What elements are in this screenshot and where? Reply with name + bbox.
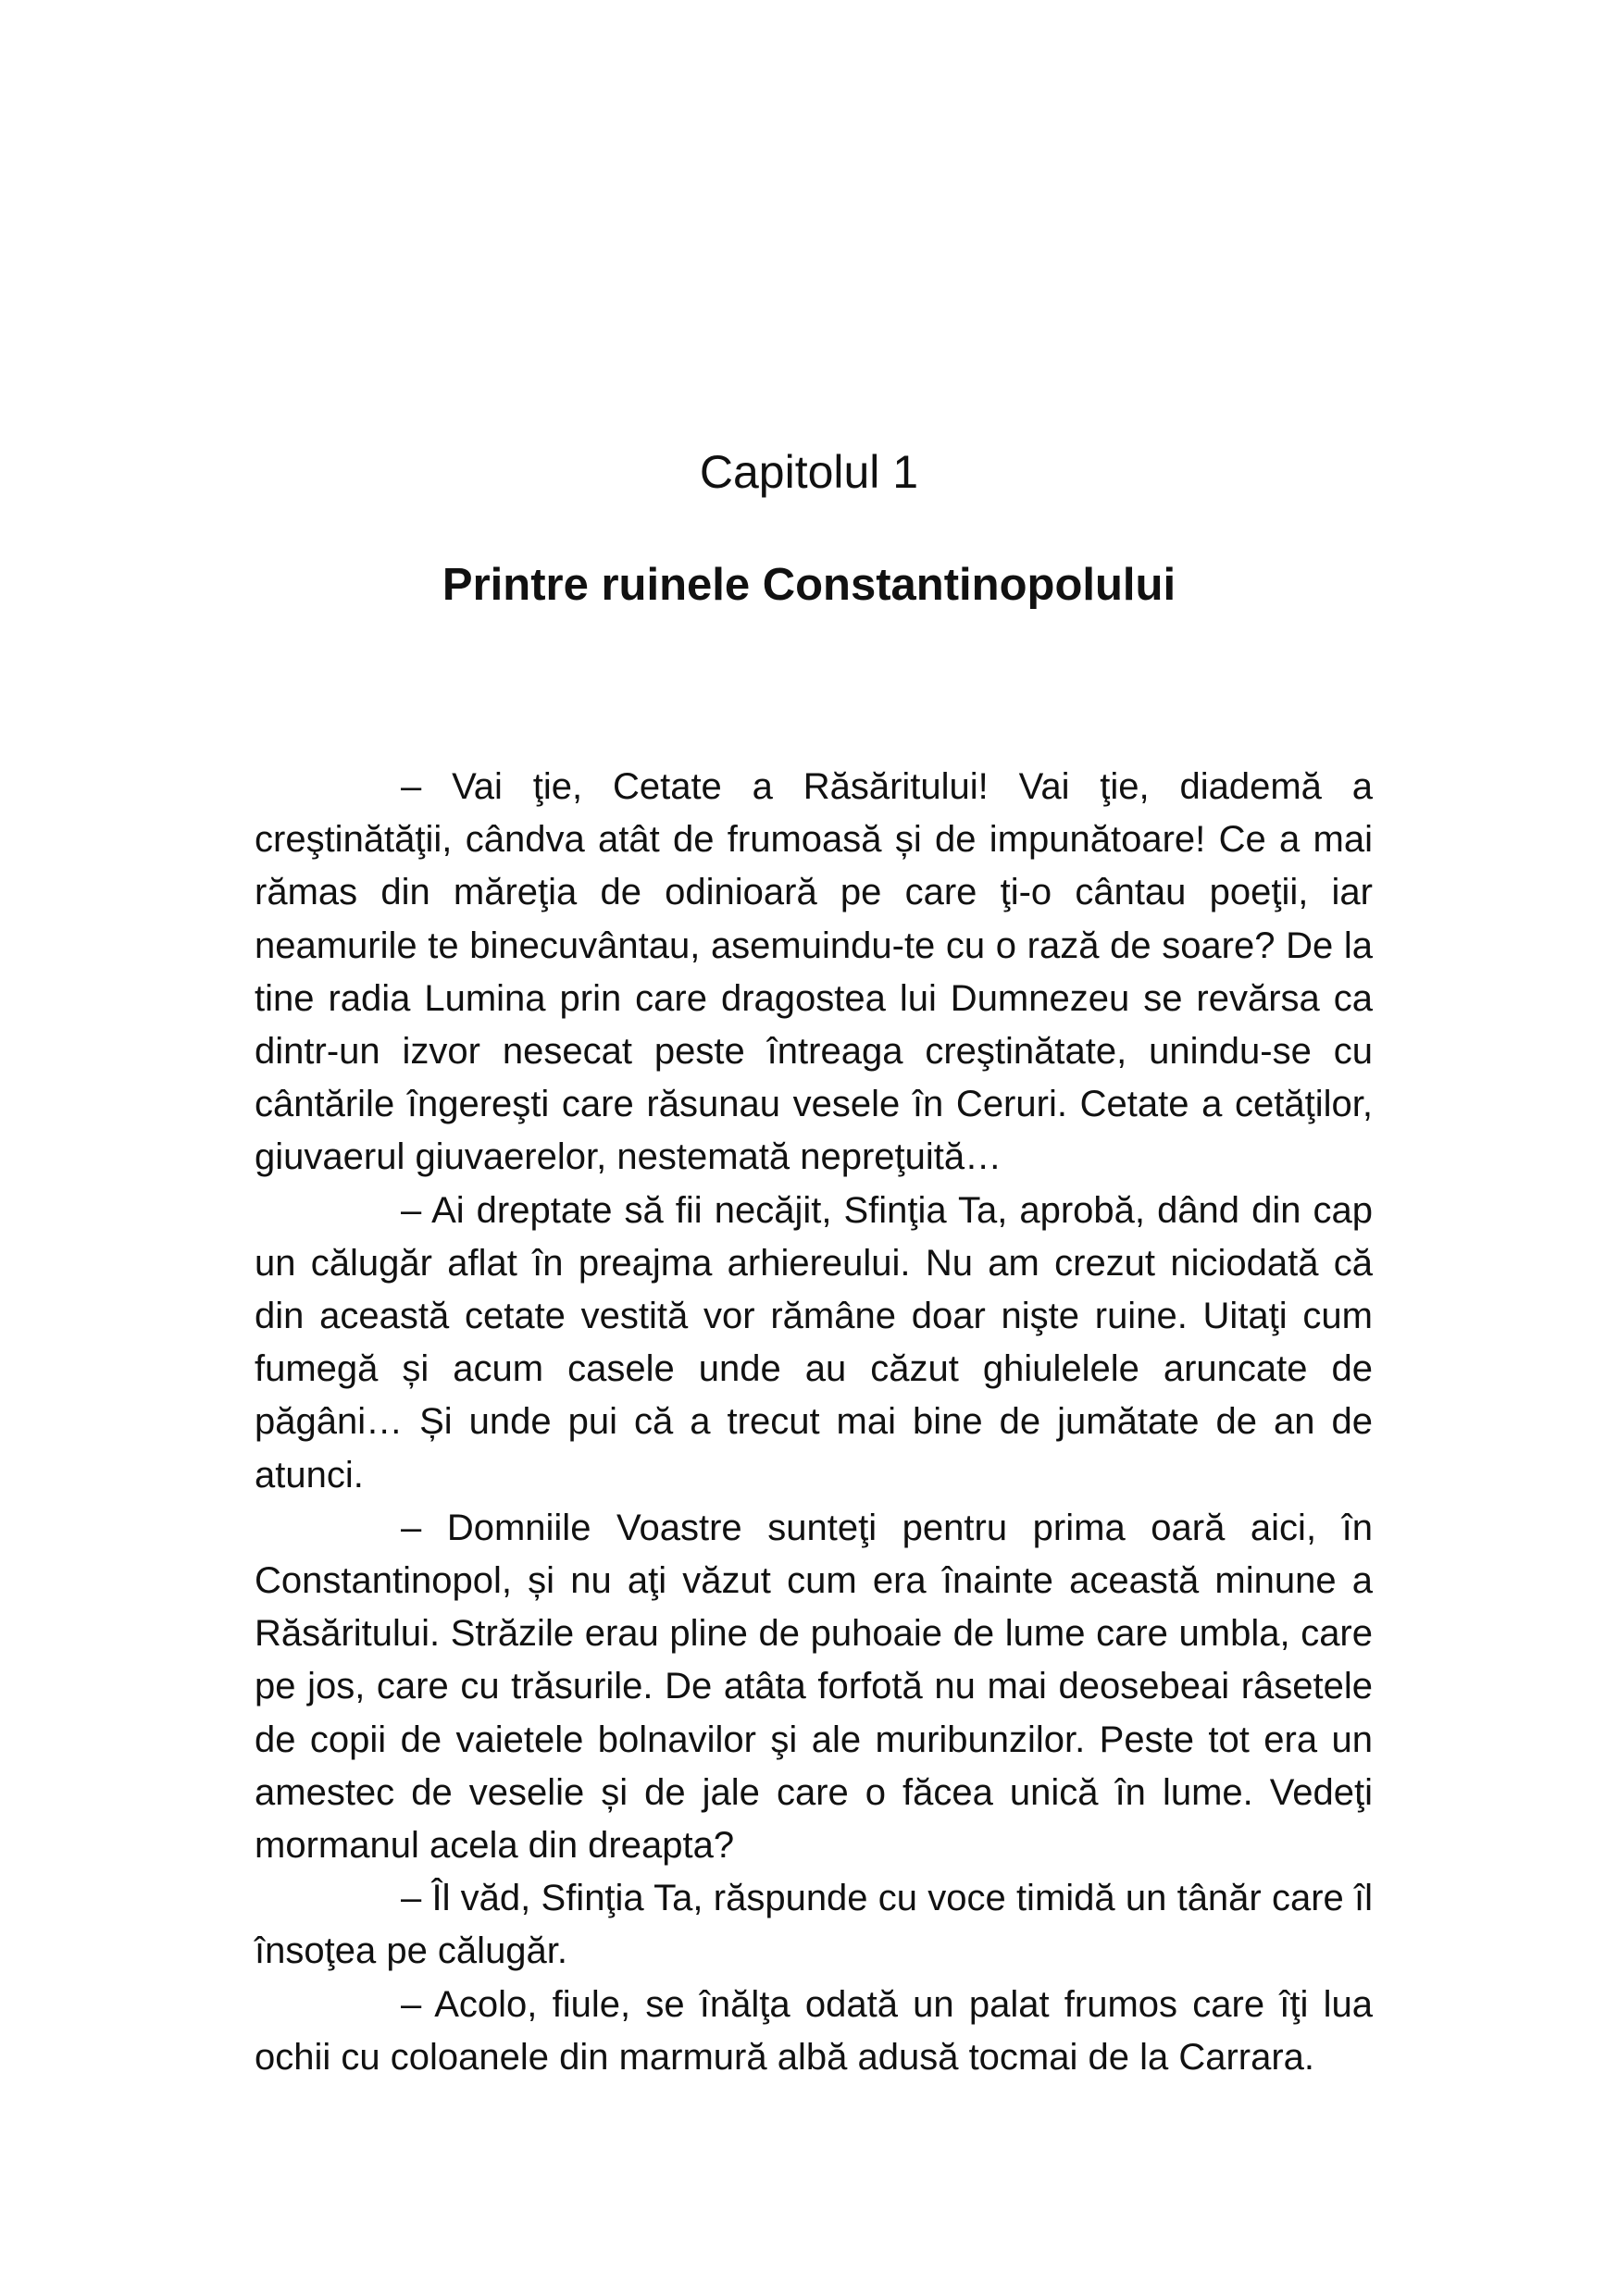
paragraph: – Acolo, fiule, se înălţa odată un palat frumos care îţi lua ochii cu coloanele din marmură albă adusă tocmai de la Carrara. — [255, 1983, 1373, 2078]
chapter-title: Printre ruinele Constantinopolului — [442, 560, 1176, 610]
paragraph: – Domniile Voastre sunteţi pentru prima oară aici, în Constantinopol, și nu aţi văzut cum era înainte această minune a Răsăritului. Străzile erau pline de puhoaie de lume care umbla, care pe jos, care cu trăsurile. De atâta forfotă nu mai deosebeai râsetele de copii de vaietele bolnavilor şi ale muribunzilor. Peste tot era un amestec de veselie și de jale care o făcea unică în lume. Vedeţi mormanul acela din dreapta? — [255, 1507, 1373, 1867]
paragraph: – Îl văd, Sfinţia Ta, răspunde cu voce timidă un tânăr care îl însoţea pe călugăr. — [255, 1878, 1373, 1972]
chapter-number: Capitolul 1 — [699, 446, 919, 498]
paragraph: – Vai ţie, Cetate a Răsăritului! Vai ţie, diademă a creştinătăţii, cândva atât de frumoasă și de impunătoare! Ce a mai rămas din măreţia de odinioară pe care ţi-o cântau poeţii, iar neamurile te binecuvântau, asemuindu-te cu o rază de soare? De la tine radia Lumina prin care dragostea lui Dumnezeu se revărsa ca dintr-un izvor nesecat peste întreaga creştinătate, unindu-se cu cântările îngereşti care răsunau vesele în Ceruri. Cetate a cetăţilor, giuvaerul giuvaerelor, nestemată nepreţuită… — [255, 766, 1373, 1178]
paragraph: – Ai dreptate să fii necăjit, Sfinţia Ta, aprobă, dând din cap un călugăr aflat în preajma arhiereului. Nu am crezut niciodată că din această cetate vestită vor rămâne doar nişte ruine. Uitaţi cum fumegă și acum casele unde au căzut ghiulelele aruncate de păgâni… Și unde pui că a trecut mai bine de jumătate de an de atunci. — [255, 1189, 1373, 1496]
chapter-body — [255, 761, 1373, 2084]
